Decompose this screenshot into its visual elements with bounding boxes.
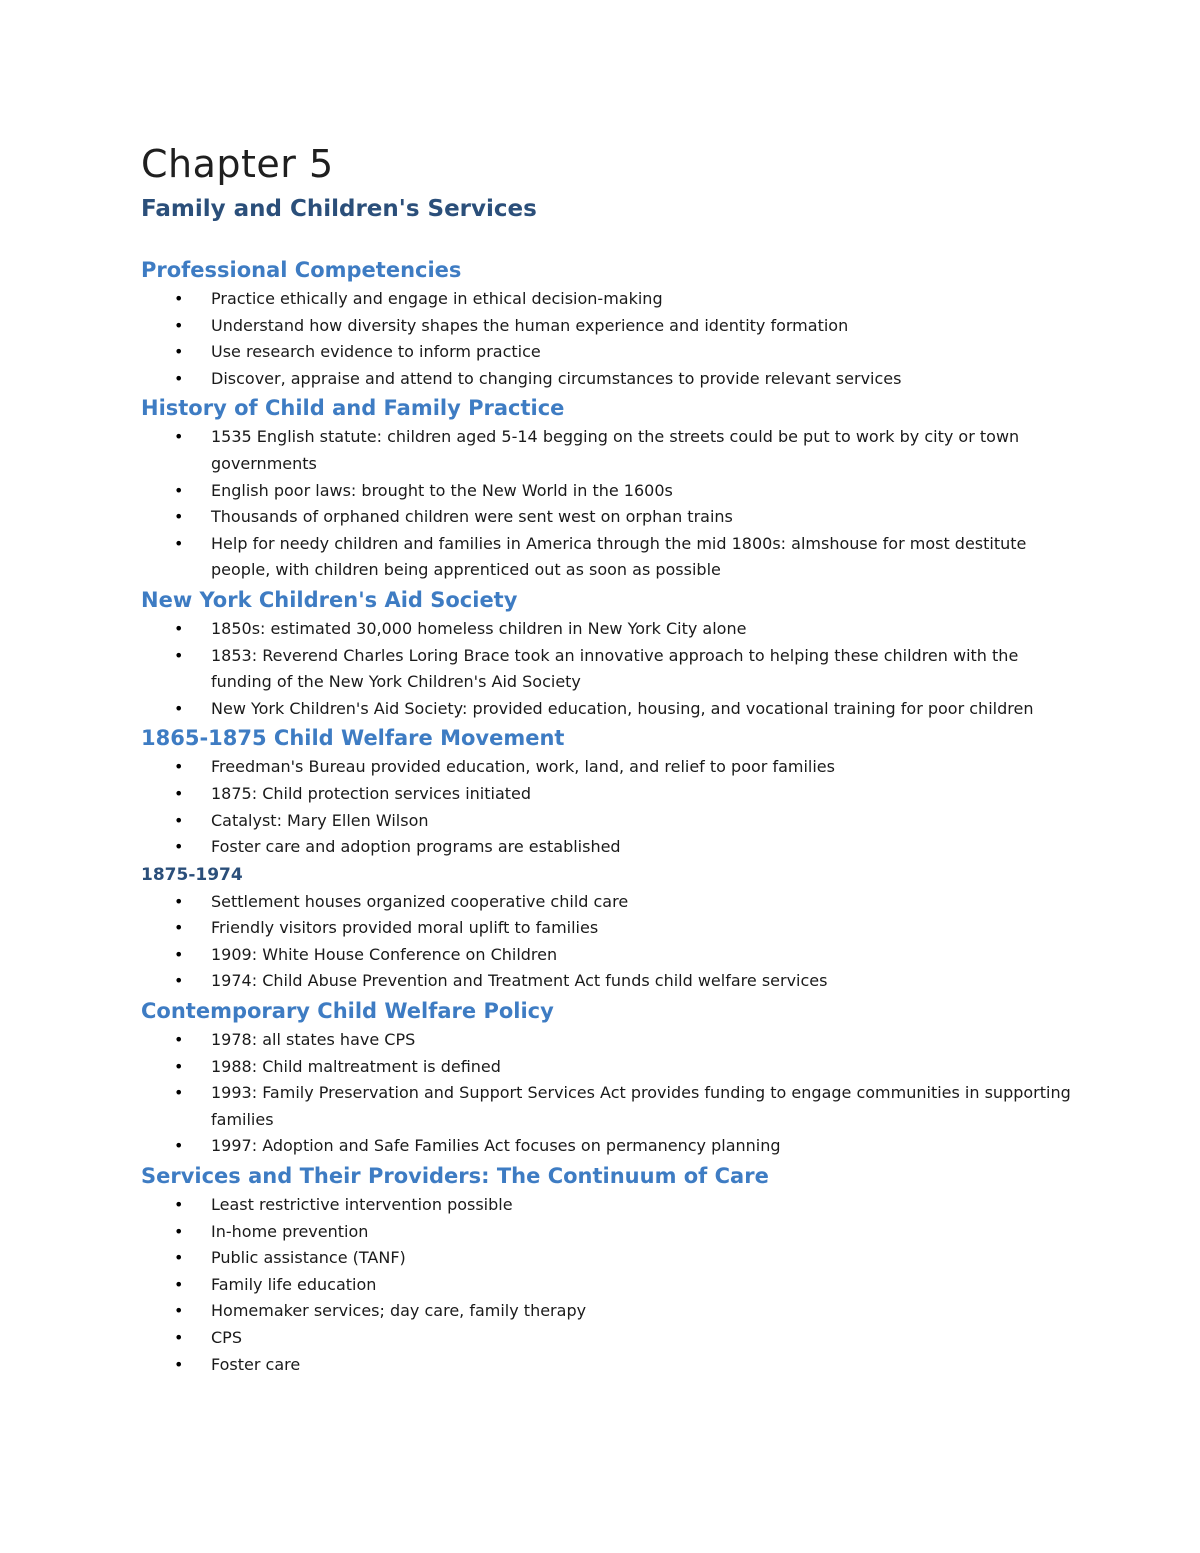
bullet-icon: • bbox=[174, 1301, 184, 1321]
section bbox=[141, 392, 1071, 584]
list-item bbox=[141, 478, 1071, 505]
list-item-text: Foster care and adoption programs are established bbox=[211, 837, 621, 857]
list-item bbox=[141, 1352, 1071, 1379]
list-item-text: Settlement houses organized cooperative child care bbox=[211, 891, 629, 911]
bullet-icon: • bbox=[174, 507, 184, 527]
list-item bbox=[141, 286, 1071, 313]
list-item-text: Use research evidence to inform practice bbox=[211, 342, 541, 362]
bullet-icon: • bbox=[174, 1136, 184, 1156]
list-item-text: 1988: Child maltreatment is defined bbox=[211, 1056, 501, 1076]
list-item bbox=[141, 834, 1071, 861]
bullet-list bbox=[141, 1027, 1071, 1160]
list-item-text: 1875: Child protection services initiated bbox=[211, 783, 532, 803]
bullet-icon: • bbox=[174, 944, 184, 964]
list-item bbox=[141, 1192, 1071, 1219]
list-item-text: New York Children's Aid Society: provided education, housing, and vocational training for poor children bbox=[211, 698, 1034, 718]
list-item-text: Discover, appraise and attend to changing circumstances to provide relevant services bbox=[211, 368, 902, 388]
list-item-text: 1850s: estimated 30,000 homeless children in New York City alone bbox=[211, 618, 747, 638]
bullet-icon: • bbox=[174, 837, 184, 857]
section bbox=[141, 584, 1071, 722]
list-item bbox=[141, 1219, 1071, 1246]
bullet-icon: • bbox=[174, 1328, 184, 1347]
bullet-icon: • bbox=[174, 757, 184, 777]
bullet-list bbox=[141, 754, 1071, 860]
bullet-icon: • bbox=[174, 1195, 184, 1215]
list-item bbox=[141, 366, 1071, 393]
section-heading: History of Child and Family Practice bbox=[141, 396, 565, 421]
list-item bbox=[141, 889, 1071, 916]
chapter-title: Chapter 5 bbox=[141, 142, 334, 186]
list-item bbox=[141, 313, 1071, 340]
bullet-icon: • bbox=[174, 533, 184, 553]
list-item bbox=[141, 808, 1071, 835]
list-item bbox=[141, 1298, 1071, 1325]
list-item-text: 1853: Reverend Charles Loring Brace took an innovative approach to helping these children with the funding of the New York Children's Aid Society bbox=[211, 645, 1019, 692]
list-item bbox=[141, 754, 1071, 781]
bullet-icon: • bbox=[174, 783, 184, 803]
section-heading: New York Children's Aid Society bbox=[141, 587, 518, 612]
bullet-icon: • bbox=[174, 315, 184, 335]
bullet-icon: • bbox=[174, 1221, 184, 1241]
list-item-text: Practice ethically and engage in ethical decision-making bbox=[211, 289, 663, 308]
list-item-text: Homemaker services; day care, family therapy bbox=[211, 1301, 587, 1321]
list-item bbox=[141, 1054, 1071, 1081]
section bbox=[141, 861, 1071, 995]
list-item-text: Help for needy children and families in America through the mid 1800s: almshouse for most destitute people, with children being apprenticed out as soon as possible bbox=[211, 533, 1027, 580]
list-item bbox=[141, 643, 1071, 696]
section bbox=[141, 722, 1071, 860]
bullet-list bbox=[141, 616, 1071, 722]
list-item bbox=[141, 1027, 1071, 1054]
list-item-text: Catalyst: Mary Ellen Wilson bbox=[211, 810, 429, 830]
bullet-icon: • bbox=[174, 918, 184, 938]
bullet-icon: • bbox=[174, 480, 184, 500]
list-item bbox=[141, 968, 1071, 995]
list-item-text: Foster care bbox=[211, 1354, 301, 1374]
list-item bbox=[141, 424, 1071, 477]
list-item bbox=[141, 1325, 1071, 1352]
list-item bbox=[141, 531, 1071, 584]
bullet-icon: • bbox=[174, 618, 184, 638]
list-item bbox=[141, 1080, 1071, 1133]
bullet-icon: • bbox=[174, 1274, 184, 1294]
bullet-icon: • bbox=[174, 427, 184, 447]
bullet-icon: • bbox=[174, 1083, 184, 1103]
list-item-text: Friendly visitors provided moral uplift to families bbox=[211, 918, 599, 938]
bullet-icon: • bbox=[174, 1056, 184, 1076]
bullet-list bbox=[141, 1192, 1071, 1378]
list-item-text: 1974: Child Abuse Prevention and Treatment Act funds child welfare services bbox=[211, 971, 828, 991]
list-item bbox=[141, 915, 1071, 942]
bullet-icon: • bbox=[174, 1354, 184, 1374]
list-item-text: In-home prevention bbox=[211, 1221, 369, 1241]
bullet-icon: • bbox=[174, 1248, 184, 1268]
list-item bbox=[141, 1272, 1071, 1299]
section-heading: Professional Competencies bbox=[141, 258, 462, 282]
bullet-icon: • bbox=[174, 971, 184, 991]
list-item-text: English poor laws: brought to the New World in the 1600s bbox=[211, 480, 673, 500]
list-item-text: 1993: Family Preservation and Support Services Act provides funding to engage communities in supporting families bbox=[211, 1083, 1071, 1129]
section-heading: Contemporary Child Welfare Policy bbox=[141, 999, 554, 1024]
section-heading: 1865-1875 Child Welfare Movement bbox=[141, 726, 565, 751]
chapter-subtitle: Family and Children's Services bbox=[141, 196, 537, 222]
bullet-icon: • bbox=[174, 289, 184, 308]
bullet-list bbox=[141, 286, 1071, 392]
list-item bbox=[141, 504, 1071, 531]
document-page bbox=[141, 138, 1071, 1378]
section-heading: 1875-1974 bbox=[141, 864, 243, 885]
section-heading: Services and Their Providers: The Continuum of Care bbox=[141, 1164, 769, 1189]
list-item bbox=[141, 1245, 1071, 1272]
list-item-text: Least restrictive intervention possible bbox=[211, 1195, 513, 1215]
sections-container bbox=[141, 254, 1071, 1378]
bullet-icon: • bbox=[174, 810, 184, 830]
list-item-text: CPS bbox=[211, 1328, 242, 1347]
bullet-list bbox=[141, 424, 1071, 584]
bullet-icon: • bbox=[174, 891, 184, 911]
list-item bbox=[141, 339, 1071, 366]
list-item bbox=[141, 696, 1071, 723]
section bbox=[141, 254, 1071, 392]
list-item bbox=[141, 616, 1071, 643]
list-item-text: Understand how diversity shapes the human experience and identity formation bbox=[211, 315, 849, 335]
list-item bbox=[141, 781, 1071, 808]
list-item-text: 1978: all states have CPS bbox=[211, 1030, 416, 1050]
list-item-text: 1909: White House Conference on Children bbox=[211, 944, 558, 964]
bullet-icon: • bbox=[174, 368, 184, 388]
list-item bbox=[141, 942, 1071, 969]
list-item-text: Thousands of orphaned children were sent west on orphan trains bbox=[211, 507, 733, 527]
bullet-icon: • bbox=[174, 1030, 184, 1050]
list-item-text: 1997: Adoption and Safe Families Act focuses on permanency planning bbox=[211, 1136, 781, 1156]
list-item-text: Public assistance (TANF) bbox=[211, 1248, 406, 1268]
bullet-icon: • bbox=[174, 342, 184, 362]
section bbox=[141, 995, 1071, 1160]
list-item-text: 1535 English statute: children aged 5-14 begging on the streets could be put to work by city or town governments bbox=[211, 427, 1020, 473]
bullet-list bbox=[141, 889, 1071, 995]
bullet-icon: • bbox=[174, 645, 184, 665]
list-item bbox=[141, 1133, 1071, 1160]
list-item-text: Freedman's Bureau provided education, work, land, and relief to poor families bbox=[211, 757, 835, 777]
section bbox=[141, 1160, 1071, 1378]
bullet-icon: • bbox=[174, 698, 184, 718]
list-item-text: Family life education bbox=[211, 1274, 377, 1294]
